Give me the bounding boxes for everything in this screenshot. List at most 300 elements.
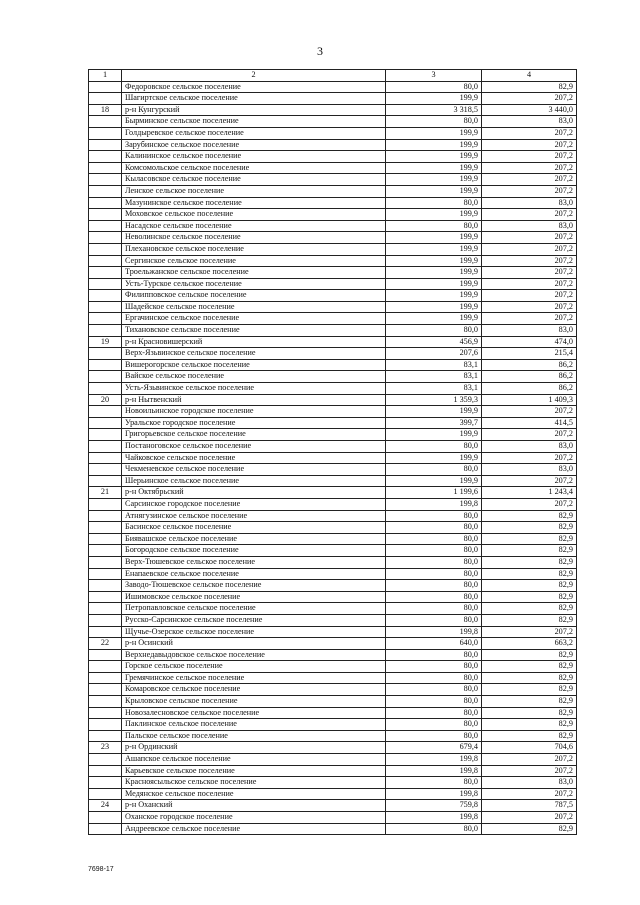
row-name-cell: Басинское сельское поселение: [122, 522, 386, 534]
row-name-cell: Новозалесновское сельское поселение: [122, 707, 386, 719]
row-number-cell: [89, 812, 122, 824]
row-name-cell: Комсомольское сельское поселение: [122, 162, 386, 174]
row-number-cell: [89, 127, 122, 139]
row-value-col4-cell: 83,0: [482, 116, 577, 128]
row-value-col4-cell: 207,2: [482, 475, 577, 487]
row-value-col4-cell: 86,2: [482, 371, 577, 383]
row-value-col3-cell: 80,0: [386, 730, 482, 742]
row-number-cell: [89, 545, 122, 557]
row-value-col3-cell: 199,9: [386, 290, 482, 302]
row-name-cell: Красноясыльское сельское поселение: [122, 777, 386, 789]
row-name-cell: Комаровское сельское поселение: [122, 684, 386, 696]
row-number-cell: [89, 522, 122, 534]
row-number-cell: [89, 139, 122, 151]
table-row: [89, 707, 577, 719]
header-col-2: 2: [122, 70, 386, 82]
row-value-col4-cell: 82,9: [482, 580, 577, 592]
row-number-cell: [89, 151, 122, 163]
row-value-col3-cell: 199,9: [386, 151, 482, 163]
row-value-col3-cell: 83,1: [386, 383, 482, 395]
row-value-col4-cell: 83,0: [482, 464, 577, 476]
row-value-col3-cell: 199,9: [386, 232, 482, 244]
row-name-cell: Зарубинское сельское поселение: [122, 139, 386, 151]
table-row: [89, 429, 577, 441]
row-value-col3-cell: 80,0: [386, 325, 482, 337]
table-row: [89, 788, 577, 800]
row-number-cell: [89, 696, 122, 708]
row-value-col3-cell: 207,6: [386, 348, 482, 360]
row-number-cell: [89, 325, 122, 337]
row-value-col4-cell: 207,2: [482, 255, 577, 267]
row-name-cell: Верх-Язьвинское сельское поселение: [122, 348, 386, 360]
row-name-cell: Тихановское сельское поселение: [122, 325, 386, 337]
row-value-col4-cell: 82,9: [482, 672, 577, 684]
table-row: [89, 649, 577, 661]
row-name-cell: Оханское городское поселение: [122, 812, 386, 824]
row-value-col4-cell: 83,0: [482, 441, 577, 453]
row-value-col3-cell: 80,0: [386, 823, 482, 835]
row-value-col3-cell: 3 318,5: [386, 104, 482, 116]
row-name-cell: Богородское сельское поселение: [122, 545, 386, 557]
row-value-col4-cell: 83,0: [482, 325, 577, 337]
header-col-4: 4: [482, 70, 577, 82]
row-name-cell: р-н Осинский: [122, 638, 386, 650]
row-name-cell: Верхнедавыдовское сельское поселение: [122, 649, 386, 661]
row-value-col4-cell: 207,2: [482, 406, 577, 418]
row-name-cell: Сергинское сельское поселение: [122, 255, 386, 267]
table-row: [89, 162, 577, 174]
row-value-col4-cell: 83,0: [482, 777, 577, 789]
row-number-cell: [89, 591, 122, 603]
row-name-cell: Вайское сельское поселение: [122, 371, 386, 383]
table-row: [89, 452, 577, 464]
table-row: [89, 209, 577, 221]
row-value-col3-cell: 80,0: [386, 603, 482, 615]
row-value-col3-cell: 83,1: [386, 371, 482, 383]
row-name-cell: Ашапское сельское поселение: [122, 754, 386, 766]
row-value-col4-cell: 207,2: [482, 626, 577, 638]
row-value-col3-cell: 80,0: [386, 661, 482, 673]
row-name-cell: р-н Кунгурский: [122, 104, 386, 116]
table-row: [89, 383, 577, 395]
row-value-col4-cell: 82,9: [482, 556, 577, 568]
row-name-cell: Усть-Язьвинское сельское поселение: [122, 383, 386, 395]
row-number-cell: [89, 174, 122, 186]
table-row: [89, 232, 577, 244]
row-value-col4-cell: 207,2: [482, 139, 577, 151]
table-row: [89, 672, 577, 684]
row-value-col3-cell: 80,0: [386, 614, 482, 626]
row-value-col4-cell: 414,5: [482, 417, 577, 429]
row-name-cell: Филипповское сельское поселение: [122, 290, 386, 302]
row-number-cell: [89, 614, 122, 626]
row-value-col3-cell: 80,0: [386, 116, 482, 128]
row-value-col3-cell: 80,0: [386, 568, 482, 580]
row-value-col3-cell: 80,0: [386, 684, 482, 696]
table-row: [89, 487, 577, 499]
row-number-cell: [89, 580, 122, 592]
row-number-cell: [89, 267, 122, 279]
row-value-col4-cell: 82,9: [482, 730, 577, 742]
row-value-col4-cell: 82,9: [482, 719, 577, 731]
page-number: 3: [317, 44, 323, 58]
row-value-col3-cell: 80,0: [386, 81, 482, 93]
row-value-col3-cell: 80,0: [386, 580, 482, 592]
row-name-cell: Кыласовское сельское поселение: [122, 174, 386, 186]
row-number-cell: [89, 510, 122, 522]
row-value-col3-cell: 199,8: [386, 626, 482, 638]
row-value-col4-cell: 207,2: [482, 151, 577, 163]
row-value-col4-cell: 663,2: [482, 638, 577, 650]
row-value-col4-cell: 207,2: [482, 278, 577, 290]
row-value-col4-cell: 1 243,4: [482, 487, 577, 499]
row-number-cell: [89, 626, 122, 638]
row-value-col4-cell: 207,2: [482, 754, 577, 766]
row-number-cell: [89, 301, 122, 313]
row-value-col4-cell: 83,0: [482, 220, 577, 232]
table-row: [89, 174, 577, 186]
row-value-col3-cell: 199,9: [386, 209, 482, 221]
row-value-col3-cell: 199,9: [386, 406, 482, 418]
row-value-col3-cell: 80,0: [386, 707, 482, 719]
table-row: [89, 754, 577, 766]
table-row: [89, 464, 577, 476]
table-row: [89, 267, 577, 279]
row-number-cell: [89, 754, 122, 766]
table-row: [89, 406, 577, 418]
row-name-cell: Андреевское сельское поселение: [122, 823, 386, 835]
row-number-cell: [89, 568, 122, 580]
header-row: [89, 70, 577, 82]
row-value-col3-cell: 80,0: [386, 649, 482, 661]
row-name-cell: Пальское сельское поселение: [122, 730, 386, 742]
row-name-cell: Горское сельское поселение: [122, 661, 386, 673]
row-value-col3-cell: 80,0: [386, 220, 482, 232]
row-value-col3-cell: 199,9: [386, 452, 482, 464]
table-row: [89, 730, 577, 742]
row-name-cell: Медянское сельское поселение: [122, 788, 386, 800]
table-row: [89, 290, 577, 302]
row-value-col4-cell: 82,9: [482, 707, 577, 719]
row-value-col4-cell: 82,9: [482, 522, 577, 534]
row-value-col4-cell: 207,2: [482, 498, 577, 510]
row-value-col3-cell: 80,0: [386, 533, 482, 545]
row-name-cell: р-н Октябрьский: [122, 487, 386, 499]
table-row: [89, 139, 577, 151]
row-name-cell: Русско-Сарсинское сельское поселение: [122, 614, 386, 626]
row-value-col4-cell: 207,2: [482, 788, 577, 800]
table-row: [89, 684, 577, 696]
row-number-cell: [89, 93, 122, 105]
row-name-cell: Мазунинское сельское поселение: [122, 197, 386, 209]
row-name-cell: Постаноговское сельское поселение: [122, 441, 386, 453]
row-name-cell: Усть-Турское сельское поселение: [122, 278, 386, 290]
row-value-col3-cell: 199,8: [386, 788, 482, 800]
table-row: [89, 812, 577, 824]
row-value-col4-cell: 207,2: [482, 290, 577, 302]
row-name-cell: р-н Оханский: [122, 800, 386, 812]
table-row: [89, 591, 577, 603]
row-value-col4-cell: 207,2: [482, 267, 577, 279]
row-name-cell: Троельжанское сельское поселение: [122, 267, 386, 279]
row-value-col4-cell: 82,9: [482, 591, 577, 603]
row-name-cell: Верх-Тюшевское сельское поселение: [122, 556, 386, 568]
row-value-col3-cell: 199,9: [386, 475, 482, 487]
row-value-col4-cell: 207,2: [482, 243, 577, 255]
row-value-col3-cell: 640,0: [386, 638, 482, 650]
row-value-col3-cell: 199,9: [386, 127, 482, 139]
row-name-cell: р-н Красновишерский: [122, 336, 386, 348]
row-value-col4-cell: 207,2: [482, 452, 577, 464]
row-value-col4-cell: 1 409,3: [482, 394, 577, 406]
table-row: [89, 719, 577, 731]
row-name-cell: Насадское сельское поселение: [122, 220, 386, 232]
row-number-cell: [89, 475, 122, 487]
row-number-cell: [89, 383, 122, 395]
row-value-col3-cell: 199,9: [386, 313, 482, 325]
row-name-cell: Заводо-Тюшевское сельское поселение: [122, 580, 386, 592]
table-row: [89, 533, 577, 545]
table-row: [89, 556, 577, 568]
row-value-col4-cell: 82,9: [482, 545, 577, 557]
row-value-col3-cell: 80,0: [386, 591, 482, 603]
row-name-cell: Енапаевское сельское поселение: [122, 568, 386, 580]
row-value-col3-cell: 679,4: [386, 742, 482, 754]
row-number-cell: [89, 116, 122, 128]
row-name-cell: Карьевское сельское поселение: [122, 765, 386, 777]
row-value-col3-cell: 199,9: [386, 185, 482, 197]
row-number-cell: [89, 359, 122, 371]
table-row: [89, 104, 577, 116]
row-number-cell: [89, 649, 122, 661]
row-number-cell: 23: [89, 742, 122, 754]
row-name-cell: Сарсинское городское поселение: [122, 498, 386, 510]
table-row: [89, 185, 577, 197]
row-number-cell: [89, 603, 122, 615]
row-name-cell: Чекменевское сельское поселение: [122, 464, 386, 476]
row-number-cell: 24: [89, 800, 122, 812]
table-row: [89, 626, 577, 638]
row-value-col4-cell: 215,4: [482, 348, 577, 360]
row-value-col4-cell: 82,9: [482, 661, 577, 673]
row-number-cell: [89, 498, 122, 510]
row-number-cell: [89, 197, 122, 209]
row-value-col4-cell: 86,2: [482, 383, 577, 395]
row-number-cell: [89, 162, 122, 174]
row-value-col3-cell: 80,0: [386, 777, 482, 789]
row-value-col4-cell: 474,0: [482, 336, 577, 348]
row-number-cell: [89, 452, 122, 464]
row-number-cell: [89, 661, 122, 673]
allocation-table: [88, 69, 577, 835]
row-value-col4-cell: 82,9: [482, 603, 577, 615]
row-value-col4-cell: 82,9: [482, 510, 577, 522]
table-row: [89, 243, 577, 255]
row-name-cell: Вишерогорское сельское поселение: [122, 359, 386, 371]
table-row: [89, 127, 577, 139]
row-number-cell: [89, 278, 122, 290]
table-row: [89, 614, 577, 626]
row-value-col3-cell: 80,0: [386, 464, 482, 476]
row-number-cell: [89, 730, 122, 742]
row-value-col4-cell: 207,2: [482, 812, 577, 824]
table-row: [89, 325, 577, 337]
row-name-cell: Ергачинское сельское поселение: [122, 313, 386, 325]
row-value-col3-cell: 456,9: [386, 336, 482, 348]
row-value-col3-cell: 199,9: [386, 243, 482, 255]
row-value-col3-cell: 80,0: [386, 556, 482, 568]
row-value-col4-cell: 82,9: [482, 568, 577, 580]
table-row: [89, 417, 577, 429]
table-row: [89, 777, 577, 789]
row-value-col4-cell: 207,2: [482, 174, 577, 186]
table-row: [89, 151, 577, 163]
table-body: [89, 81, 577, 835]
row-value-col3-cell: 399,7: [386, 417, 482, 429]
row-number-cell: [89, 417, 122, 429]
table-row: [89, 800, 577, 812]
row-name-cell: Чайковское сельское поселение: [122, 452, 386, 464]
table-row: [89, 823, 577, 835]
row-value-col4-cell: 207,2: [482, 301, 577, 313]
row-value-col4-cell: 82,9: [482, 696, 577, 708]
row-value-col3-cell: 80,0: [386, 719, 482, 731]
row-name-cell: Голдыревское сельское поселение: [122, 127, 386, 139]
row-value-col3-cell: 759,8: [386, 800, 482, 812]
table-row: [89, 603, 577, 615]
row-value-col4-cell: 207,2: [482, 185, 577, 197]
table-row: [89, 765, 577, 777]
row-value-col3-cell: 199,9: [386, 162, 482, 174]
row-number-cell: [89, 823, 122, 835]
table-row: [89, 510, 577, 522]
row-value-col4-cell: 207,2: [482, 209, 577, 221]
table-row: [89, 255, 577, 267]
document-code: 7698-17: [88, 866, 114, 873]
row-number-cell: [89, 243, 122, 255]
row-name-cell: Ленское сельское поселение: [122, 185, 386, 197]
row-number-cell: [89, 290, 122, 302]
row-name-cell: Новоильинское городское поселение: [122, 406, 386, 418]
row-name-cell: Гремячинское сельское поселение: [122, 672, 386, 684]
row-name-cell: Шерьинское сельское поселение: [122, 475, 386, 487]
row-name-cell: р-н Ординский: [122, 742, 386, 754]
row-value-col3-cell: 199,9: [386, 267, 482, 279]
row-number-cell: 18: [89, 104, 122, 116]
row-value-col4-cell: 207,2: [482, 232, 577, 244]
row-value-col4-cell: 86,2: [482, 359, 577, 371]
row-value-col3-cell: 199,8: [386, 754, 482, 766]
row-value-col3-cell: 199,9: [386, 255, 482, 267]
row-name-cell: Шадейское сельское поселение: [122, 301, 386, 313]
table-row: [89, 336, 577, 348]
row-value-col4-cell: 82,9: [482, 533, 577, 545]
row-value-col3-cell: 199,9: [386, 139, 482, 151]
row-number-cell: [89, 556, 122, 568]
row-number-cell: [89, 707, 122, 719]
table-row: [89, 394, 577, 406]
header-col-1: 1: [89, 70, 122, 82]
row-name-cell: Калининское сельское поселение: [122, 151, 386, 163]
row-number-cell: [89, 348, 122, 360]
table-row: [89, 313, 577, 325]
table-row: [89, 197, 577, 209]
row-number-cell: [89, 313, 122, 325]
row-number-cell: 19: [89, 336, 122, 348]
row-number-cell: [89, 765, 122, 777]
row-value-col3-cell: 80,0: [386, 197, 482, 209]
row-value-col4-cell: 207,2: [482, 127, 577, 139]
table-row: [89, 371, 577, 383]
row-value-col4-cell: 3 440,0: [482, 104, 577, 116]
row-value-col4-cell: 704,6: [482, 742, 577, 754]
table-row: [89, 278, 577, 290]
row-name-cell: Атнягузинское сельское поселение: [122, 510, 386, 522]
row-number-cell: [89, 255, 122, 267]
row-value-col4-cell: 207,2: [482, 93, 577, 105]
row-value-col4-cell: 207,2: [482, 162, 577, 174]
row-name-cell: Шагиртское сельское поселение: [122, 93, 386, 105]
row-number-cell: [89, 777, 122, 789]
table-row: [89, 301, 577, 313]
row-number-cell: [89, 81, 122, 93]
row-number-cell: [89, 220, 122, 232]
row-value-col3-cell: 199,8: [386, 498, 482, 510]
row-number-cell: [89, 429, 122, 441]
row-name-cell: Неволинское сельское поселение: [122, 232, 386, 244]
row-value-col3-cell: 1 359,3: [386, 394, 482, 406]
row-number-cell: [89, 209, 122, 221]
row-number-cell: [89, 684, 122, 696]
table-row: [89, 545, 577, 557]
row-value-col4-cell: 83,0: [482, 197, 577, 209]
row-number-cell: [89, 406, 122, 418]
row-value-col4-cell: 787,5: [482, 800, 577, 812]
row-number-cell: [89, 232, 122, 244]
table-row: [89, 441, 577, 453]
row-name-cell: Щучье-Озерское сельское поселение: [122, 626, 386, 638]
table-row: [89, 568, 577, 580]
row-value-col3-cell: 80,0: [386, 672, 482, 684]
table-row: [89, 580, 577, 592]
table-row: [89, 498, 577, 510]
row-value-col3-cell: 199,8: [386, 812, 482, 824]
row-value-col3-cell: 199,8: [386, 765, 482, 777]
row-number-cell: [89, 371, 122, 383]
row-value-col3-cell: 199,9: [386, 301, 482, 313]
row-name-cell: Паклинское сельское поселение: [122, 719, 386, 731]
row-number-cell: 21: [89, 487, 122, 499]
table-row: [89, 348, 577, 360]
row-value-col3-cell: 1 199,6: [386, 487, 482, 499]
row-number-cell: [89, 464, 122, 476]
row-value-col3-cell: 80,0: [386, 522, 482, 534]
table-row: [89, 359, 577, 371]
row-value-col4-cell: 82,9: [482, 684, 577, 696]
row-number-cell: [89, 185, 122, 197]
table-row: [89, 116, 577, 128]
row-name-cell: Бырминское сельское поселение: [122, 116, 386, 128]
row-number-cell: [89, 533, 122, 545]
row-value-col3-cell: 199,9: [386, 93, 482, 105]
row-name-cell: Петропавловское сельское поселение: [122, 603, 386, 615]
row-value-col4-cell: 82,9: [482, 614, 577, 626]
row-value-col3-cell: 83,1: [386, 359, 482, 371]
table-row: [89, 696, 577, 708]
row-value-col3-cell: 80,0: [386, 696, 482, 708]
header-col-3: 3: [386, 70, 482, 82]
row-name-cell: Крыловское сельское поселение: [122, 696, 386, 708]
